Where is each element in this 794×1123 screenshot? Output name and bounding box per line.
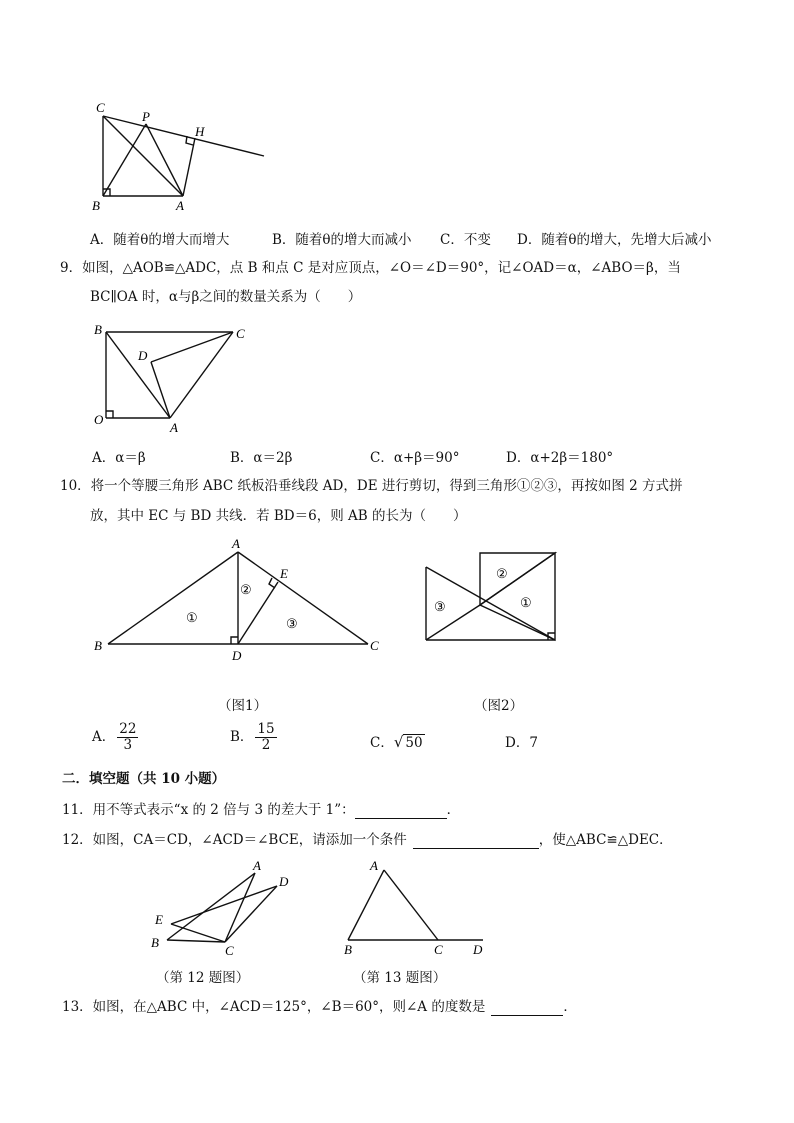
q10-f2-region-2-shape [480, 553, 555, 605]
q13-figure [338, 856, 498, 956]
q13-label-D: D [473, 942, 483, 956]
q10-f2-region-1: ① [520, 595, 532, 610]
q10-option-b-fraction [255, 722, 276, 753]
q13-label-C: C [434, 942, 443, 956]
q10-figure-1 [90, 534, 390, 664]
q8-option-a[interactable]: A．随着θ的增大而增大 [90, 232, 230, 248]
q10-option-a-numerator: 22 [119, 721, 137, 737]
q10-option-a-prefix: A． [92, 729, 116, 745]
q9-stem-line1: 9．如图，△AOB≌△ADC，点 B 和点 C 是对应顶点，∠O＝∠D＝90°，记∠OAD＝α，∠ABO＝β，当 [60, 260, 681, 276]
q10-stem-line1: 10．将一个等腰三角形 ABC 纸板沿垂线段 AD，DE 进行剪切，得到三角形①②③，再按如图 2 方式拼 [60, 478, 683, 494]
section-2-heading: 二．填空题（共 10 小题） [62, 771, 226, 787]
q10-option-b[interactable] [230, 722, 277, 753]
q8-label-B: B [92, 198, 100, 213]
q12-segment-BA [167, 873, 255, 940]
q10-f1-region-2: ② [240, 582, 252, 597]
q10-option-c-prefix: C． [370, 735, 394, 751]
q12-label-B: B [151, 935, 159, 950]
q10-f1-segment-AC [238, 552, 368, 644]
q12-answer-blank[interactable] [413, 833, 539, 849]
q8-segment-AH [183, 138, 195, 196]
q10-option-a-fraction [117, 722, 138, 753]
q12-figure [145, 858, 305, 958]
q12-segment-EC [171, 924, 225, 942]
q10-f1-label-D: D [232, 648, 242, 663]
q9-option-d[interactable]: D．α+2β＝180° [506, 450, 614, 466]
q10-option-a[interactable] [92, 722, 138, 753]
q12-label-A: A [253, 858, 261, 873]
q12-label-C: C [225, 943, 234, 958]
q10-option-c-radicand: 50 [405, 735, 423, 751]
q10-f2-region-3: ③ [434, 599, 446, 614]
q10-f1-right-angle-D [231, 637, 238, 644]
q13 [62, 998, 577, 1016]
q8-figure [88, 96, 278, 216]
q9-label-B: B [94, 322, 102, 337]
q13-text: 13．如图，在△ABC 中，∠ACD＝125°，∠B＝60°，则∠A 的度数是 [62, 999, 486, 1015]
q9-segment-CA [170, 332, 233, 418]
q13-label-B: B [344, 942, 352, 956]
q12-label-E: E [155, 912, 163, 927]
q10-figure-1-caption: （图1） [218, 698, 268, 714]
q8-line-CH [103, 116, 264, 156]
q10-stem-line2: 放，其中 EC 与 BD 共线．若 BD＝6，则 AB 的长为（ ） [90, 508, 467, 524]
q10-f1-region-1: ① [186, 610, 198, 625]
q13-label-A: A [370, 858, 378, 873]
q10-option-c-sqrt-sign: √ [393, 733, 404, 751]
q9-segment-BA [106, 332, 170, 418]
q10-f1-label-B: B [94, 638, 102, 653]
q10-f1-region-3: ③ [286, 616, 298, 631]
q11 [62, 801, 460, 819]
q10-f1-label-C: C [370, 638, 379, 653]
q12-caption: （第 12 题图） [156, 970, 250, 986]
q9-option-c[interactable]: C．α+β＝90° [370, 450, 460, 466]
q8-label-H: H [195, 124, 205, 139]
q12-segment-AC [225, 873, 255, 942]
q9-right-angle-O [106, 411, 113, 418]
q10-f1-segment-AB [108, 552, 238, 644]
q10-figure-2 [420, 545, 570, 650]
q12 [62, 831, 673, 849]
q8-option-c[interactable]: C．不变 [440, 232, 491, 248]
q10-option-d[interactable]: D．7 [505, 735, 538, 751]
q12-segment-DC [225, 886, 277, 942]
q10-figure-2-caption: （图2） [474, 698, 524, 714]
q11-text: 11．用不等式表示“x 的 2 倍与 3 的差大于 1”： [62, 802, 355, 818]
q11-answer-blank[interactable] [355, 803, 447, 819]
q10-f2-region-2: ② [496, 566, 508, 581]
q12-segment-ED [171, 886, 277, 924]
q10-option-c[interactable] [370, 731, 425, 751]
q8-option-b[interactable]: B．随着θ的增大而减小 [272, 232, 412, 248]
q12-text: 12．如图，CA＝CD，∠ACD＝∠BCE，请添加一个条件 [62, 832, 407, 848]
q9-option-b[interactable]: B．α＝2β [230, 450, 293, 466]
q10-f1-right-angle-E [269, 578, 275, 588]
q9-figure [88, 318, 258, 438]
q9-label-A: A [170, 420, 178, 435]
q12-label-D: D [279, 874, 289, 889]
q13-segment-AB [348, 870, 384, 940]
q8-label-P: P [142, 109, 150, 124]
q9-label-D: D [138, 348, 148, 363]
q10-option-b-prefix: B． [230, 729, 254, 745]
q9-segment-DC [151, 332, 233, 362]
q13-caption: （第 13 题图） [353, 970, 447, 986]
q10-option-b-numerator: 15 [257, 721, 275, 737]
q10-option-b-denominator: 2 [261, 737, 271, 753]
q9-label-C: C [236, 326, 245, 341]
q9-stem-line2: BC∥OA 时，α与β之间的数量关系为（ ） [90, 289, 362, 305]
q9-segment-DA [151, 362, 170, 418]
q13-end: ． [563, 999, 577, 1015]
q12-segment-BC [167, 940, 225, 942]
q10-f1-label-A: A [232, 536, 240, 551]
q11-end: ． [446, 802, 461, 818]
q12-end: ，使△ABC≌△DEC． [538, 832, 673, 848]
q10-option-a-denominator: 3 [123, 737, 133, 753]
q8-label-A: A [176, 198, 184, 213]
q8-option-d[interactable]: D．随着θ的增大，先增大后减小 [517, 232, 712, 248]
q13-segment-AC [384, 870, 438, 940]
q9-option-a[interactable]: A．α＝β [92, 450, 146, 466]
q10-f1-label-E: E [280, 566, 288, 581]
q13-answer-blank[interactable] [491, 1000, 563, 1016]
q8-label-C: C [96, 100, 105, 115]
q9-label-O: O [94, 412, 104, 427]
q8-segment-BP [103, 124, 146, 196]
